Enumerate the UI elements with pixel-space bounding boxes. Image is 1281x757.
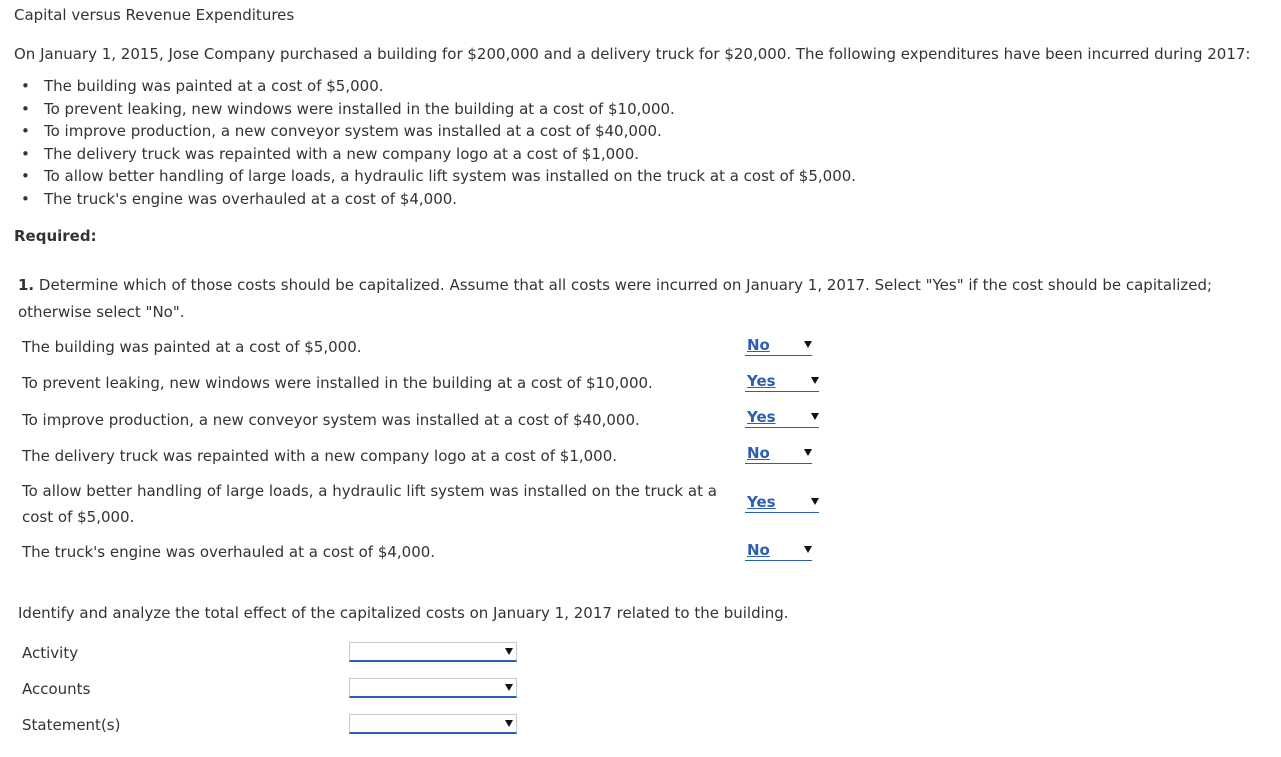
bullet-icon: • bbox=[21, 99, 30, 118]
dropdown-arrow-icon bbox=[811, 498, 819, 505]
question-text: Determine which of those costs should be capitalized. Assume that all costs were incurred on January 1, 2017. Select "Yes" if the cost should be capitalized; otherwise select "No". bbox=[18, 276, 1213, 321]
accounts-label: Accounts bbox=[22, 680, 91, 698]
dropdown-arrow-icon bbox=[804, 341, 812, 348]
answer-value: Yes bbox=[747, 372, 776, 390]
list-item: • To improve production, a new conveyor system was installed at a cost of $40,000. bbox=[21, 122, 662, 140]
answer-select-truck-repaint[interactable] bbox=[745, 444, 812, 464]
answer-select-hydraulic-lift[interactable] bbox=[745, 493, 819, 513]
answer-value: No bbox=[747, 336, 770, 354]
row-label-hydraulic-lift: To allow better handling of large loads, a hydraulic lift system was installed on the truck at a cost of $5,000. bbox=[22, 482, 717, 526]
problem-intro: On January 1, 2015, Jose Company purchased a building for $200,000 and a delivery truck for $20,000. The following expenditures have been incurred during 2017: bbox=[14, 45, 1251, 63]
bullet-icon: • bbox=[21, 77, 30, 95]
list-item: • To prevent leaking, new windows were installed in the building at a cost of $10,000. bbox=[21, 99, 675, 118]
row-label-engine-overhaul: The truck's engine was overhauled at a cost of $4,000. bbox=[22, 543, 436, 561]
dropdown-arrow-icon bbox=[804, 546, 812, 553]
dropdown-arrow-icon bbox=[505, 720, 513, 727]
row-label-painting: The building was painted at a cost of $5,000. bbox=[22, 338, 362, 356]
answer-select-painting[interactable] bbox=[745, 336, 812, 356]
expenditure-list bbox=[0, 76, 856, 211]
row-label-truck-repaint: The delivery truck was repainted with a new company logo at a cost of $1,000. bbox=[22, 447, 618, 465]
list-item: • The building was painted at a cost of $5,000. bbox=[21, 77, 384, 95]
row-label-conveyor: To improve production, a new conveyor system was installed at a cost of $40,000. bbox=[22, 411, 640, 429]
dropdown-arrow-icon bbox=[804, 449, 812, 456]
bullet-icon: • bbox=[21, 167, 30, 185]
answer-value: Yes bbox=[747, 408, 776, 426]
list-item: • To allow better handling of large loads, a hydraulic lift system was installed on the truck at a cost of $5,000. bbox=[21, 167, 857, 185]
question-number: 1. bbox=[18, 276, 35, 294]
list-item: • The delivery truck was repainted with a new company logo at a cost of $1,000. bbox=[21, 144, 640, 163]
answer-value: No bbox=[747, 541, 770, 559]
dropdown-arrow-icon bbox=[505, 684, 513, 691]
accounts-select[interactable] bbox=[349, 678, 517, 698]
answer-value: Yes bbox=[747, 493, 776, 511]
analysis-prompt: Identify and analyze the total effect of the capitalized costs on January 1, 2017 related to the building. bbox=[18, 604, 789, 622]
statements-label: Statement(s) bbox=[22, 716, 121, 734]
row-label-windows: To prevent leaking, new windows were installed in the building at a cost of $10,000. bbox=[22, 374, 653, 392]
list-item: • The truck's engine was overhauled at a cost of $4,000. bbox=[21, 189, 458, 208]
bullet-icon: • bbox=[21, 122, 30, 140]
activity-select[interactable] bbox=[349, 642, 517, 662]
dropdown-arrow-icon bbox=[505, 648, 513, 655]
page-title: Capital versus Revenue Expenditures bbox=[14, 6, 295, 24]
answer-select-conveyor[interactable] bbox=[745, 408, 819, 428]
activity-label: Activity bbox=[22, 644, 79, 662]
question-1 bbox=[18, 272, 1263, 326]
answer-select-windows[interactable] bbox=[745, 372, 819, 392]
statements-select[interactable] bbox=[349, 714, 517, 734]
dropdown-arrow-icon bbox=[811, 413, 819, 420]
answer-select-engine-overhaul[interactable] bbox=[745, 541, 812, 561]
dropdown-arrow-icon bbox=[811, 377, 819, 384]
answer-value: No bbox=[747, 444, 770, 462]
bullet-icon: • bbox=[21, 189, 30, 208]
required-heading: Required: bbox=[14, 227, 97, 245]
bullet-icon: • bbox=[21, 144, 30, 163]
